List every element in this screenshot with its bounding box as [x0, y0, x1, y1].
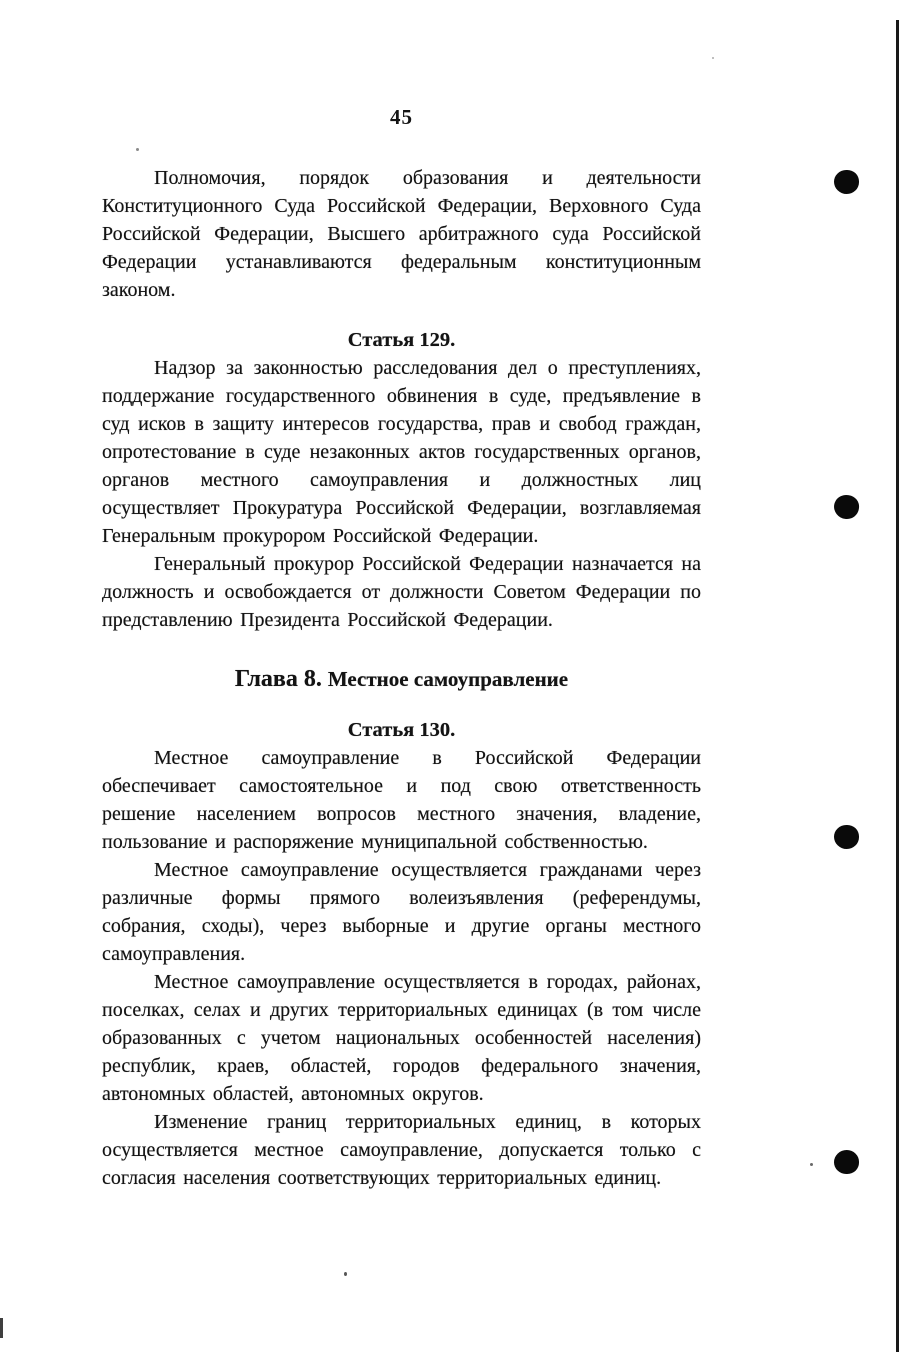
page-number: 45	[390, 105, 413, 129]
article-129-paragraph-1: Надзор за законностью расследования дел о преступлениях, поддержание государственного обвинения в суде, предъявление в суд исков в защиту интересов государства, прав и свобод граждан, опротестование в суде незаконных актов государственных органов, органов местного самоуправления и должностных лиц осуществляет Прокуратура Российской Федерации, возглавляемая Генеральным прокурором Российской Федерации.	[102, 357, 701, 547]
chapter-8-heading	[102, 664, 701, 694]
scan-edge-line	[896, 20, 899, 1352]
scan-speck	[344, 1272, 347, 1276]
article-130-heading: Статья 130.	[347, 719, 456, 741]
binding-hole-dot	[834, 170, 859, 194]
scan-speck	[136, 148, 139, 151]
chapter-number: Глава 8.	[234, 666, 322, 692]
article-130-paragraph-4: Изменение границ территориальных единиц, в которых осуществляется местное самоуправление, допускается только с согласия населения соответствующих территориальных единиц.	[102, 1111, 701, 1189]
scan-speck	[810, 1163, 813, 1166]
scan-speck	[712, 57, 714, 59]
article-130-paragraph-3: Местное самоуправление осуществляется в городах, районах, поселках, селах и других территориальных единицах (в том числе образованных с учетом национальных особенностей населения) республик, краев, областей, городов федерального значения, автономных областей, автономных округов.	[102, 971, 701, 1105]
article-130-paragraph-1: Местное самоуправление в Российской Федерации обеспечивает самостоятельное и под свою ответственность решение населением вопросов местного значения, владение, пользование и распоряжение муниципальной собственностью.	[102, 747, 701, 853]
scan-edge-mark	[0, 1318, 3, 1338]
binding-hole-dot	[832, 493, 860, 520]
article-129-heading: Статья 129.	[347, 329, 456, 351]
paragraph-article-128-continuation: Полномочия, порядок образования и деятельности Конституционного Суда Российской Федерации, Верховного Суда Российской Федерации, Высшего арбитражного суда Российской Федерации устанавливаются федеральным конституционным законом.	[102, 167, 701, 301]
article-129-paragraph-2: Генеральный прокурор Российской Федерации назначается на должность и освобождается от должности Советом Федерации по представлению Президента Российской Федерации.	[102, 553, 701, 631]
binding-hole-dot	[834, 1150, 859, 1174]
binding-hole-dot	[834, 825, 859, 849]
page-content	[102, 0, 701, 1192]
chapter-title: Местное самоуправление	[327, 667, 569, 691]
article-130-paragraph-2: Местное самоуправление осуществляется гражданами через различные формы прямого волеизъявления (референдумы, собрания, сходы), через выборные и другие органы местного самоуправления.	[102, 859, 701, 965]
